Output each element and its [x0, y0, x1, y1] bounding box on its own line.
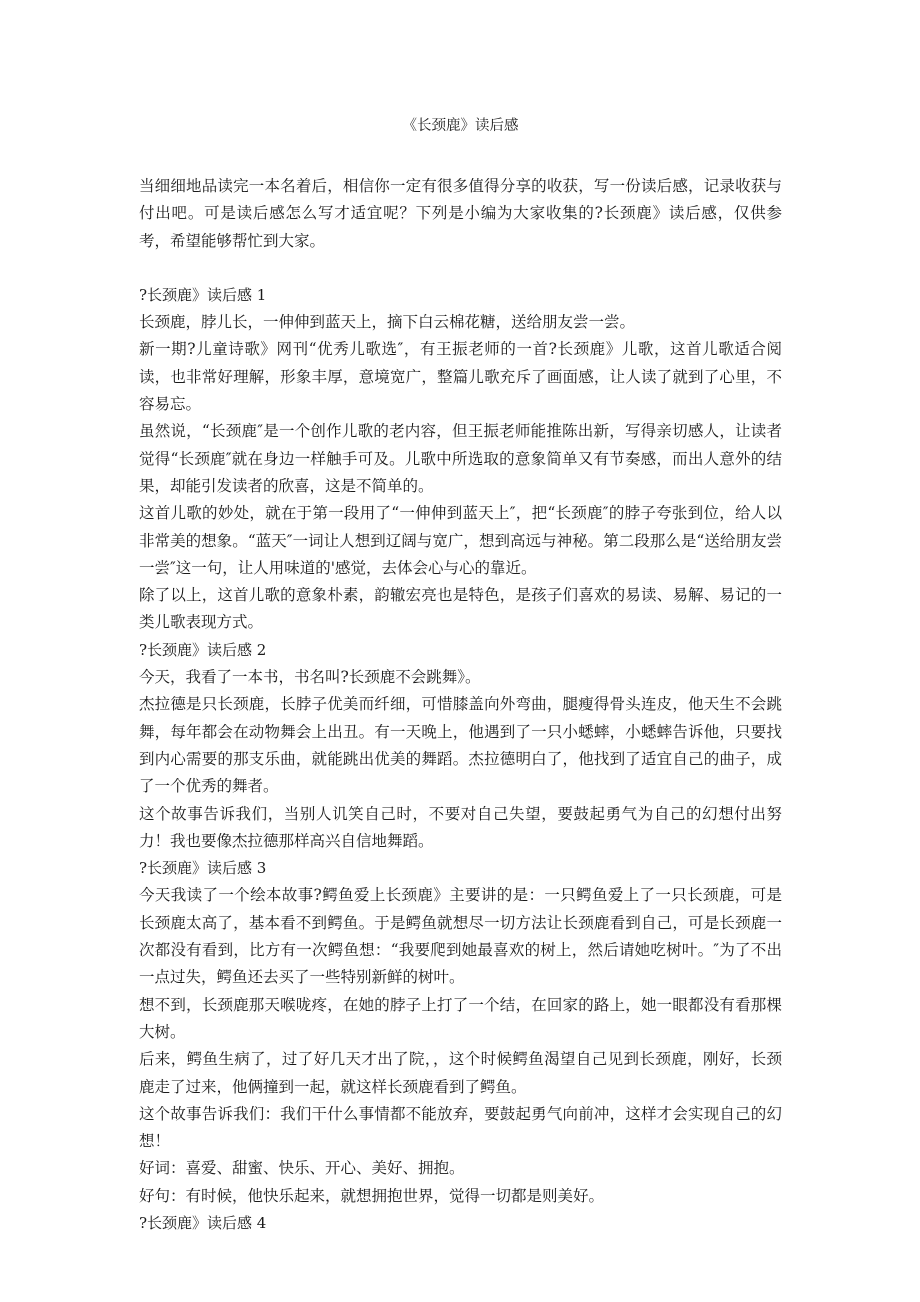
paragraph: 想不到，长颈鹿那天喉咙疼，在她的脖子上打了一个结，在回家的路上，她一眼都没有看那棵大树。	[139, 995, 782, 1041]
paragraph: 这首儿歌的妙处，就在于第一段用了“一伸伸到蓝天上″，把“长颈鹿″的脖子夸张到位，给人以非常美的想象。“蓝天″一词让人想到辽阔与宽广，想到高远与神秘。第二段那么是“送给朋友尝一尝″这一句，让人用味道的'感觉，去体会心与心的靠近。	[139, 504, 782, 577]
paragraph: 后来，鳄鱼生病了，过了好几天才出了院，，这个时候鳄鱼渴望自己见到长颈鹿，刚好，长颈鹿走了过来，他俩撞到一起，就这样长颈鹿看到了鳄鱼。	[139, 1050, 782, 1096]
document-body	[139, 173, 782, 1237]
paragraph: 长颈鹿，脖儿长，一伸伸到蓝天上，摘下白云棉花糖，送给朋友尝一尝。	[139, 313, 636, 332]
paragraph: 虽然说，“长颈鹿″是一个创作儿歌的老内容，但王振老师能推陈出新，写得亲切感人，让读者觉得“长颈鹿″就在身边一样触手可及。儿歌中所选取的意象简单又有节奏感，而出人意外的结果，却能引发读者的欣喜，这是不简单的。	[139, 422, 782, 495]
section-heading: ?长颈鹿》读后感 3	[139, 859, 267, 878]
document-title: 《长颈鹿》读后感	[402, 118, 519, 134]
paragraph: 好词：喜爱、甜蜜、快乐、开心、美好、拥抱。	[139, 1159, 465, 1178]
paragraph: 好句：有时候，他快乐起来，就想拥抱世界，觉得一切都是则美好。	[139, 1186, 605, 1205]
paragraph: 除了以上，这首儿歌的意象朴素，韵辙宏亮也是特色，是孩子们喜欢的易读、易解、易记的一类儿歌表现方式。	[139, 586, 782, 632]
intro-paragraph: 当细细地品读完一本名着后，相信你一定有很多值得分享的收获，写一份读后感，记录收获与付出吧。可是读后感怎么写才适宜呢？下列是小编为大家收集的?长颈鹿》读后感，仅供参考，希望能够帮忙到大家。	[139, 177, 782, 250]
paragraph: 这个故事告诉我们，当别人讥笑自己时，不要对自己失望，要鼓起勇气为自己的幻想付出努力！我也要像杰拉德那样高兴自信地舞蹈。	[139, 804, 782, 850]
paragraph: 这个故事告诉我们：我们干什么事情都不能放弃，要鼓起勇气向前冲，这样才会实现自己的幻想！	[139, 1104, 782, 1151]
section-heading: ?长颈鹿》读后感 1	[139, 285, 267, 304]
section-heading: ?长颈鹿》读后感 4	[139, 1213, 267, 1232]
paragraph: 新一期?儿童诗歌》网刊“优秀儿歌选″，有王振老师的一首?长颈鹿》儿歌，这首儿歌适合阅读，也非常好理解，形象丰厚，意境宽广，整篇儿歌充斥了画面感，让人读了就到了心里，不容易忘。	[139, 340, 782, 414]
paragraph: 今天我读了一个绘本故事?鳄鱼爱上长颈鹿》主要讲的是：一只鳄鱼爱上了一只长颈鹿，可是长颈鹿太高了，基本看不到鳄鱼。于是鳄鱼就想尽一切方法让长颈鹿看到自己，可是长颈鹿一次都没有看到，比方有一次鳄鱼想：“我要爬到她最喜欢的树上，然后请她吃树叶。″为了不出一点过失，鳄鱼还去买了一些特别新鲜的树叶。	[139, 886, 782, 987]
section-heading: ?长颈鹿》读后感 2	[139, 640, 267, 659]
paragraph: 杰拉德是只长颈鹿，长脖子优美而纤细，可惜膝盖向外弯曲，腿瘦得骨头连皮，他天生不会跳舞，每年都会在动物舞会上出丑。有一天晚上，他遇到了一只小蟋蟀，小蟋蟀告诉他，只要找到内心需要的那支乐曲，就能跳出优美的舞蹈。杰拉德明白了，他找到了适宜自己的曲子，成了一个优秀的舞者。	[139, 695, 782, 796]
paragraph: 今天，我看了一本书，书名叫?长颈鹿不会跳舞》。	[139, 668, 481, 687]
